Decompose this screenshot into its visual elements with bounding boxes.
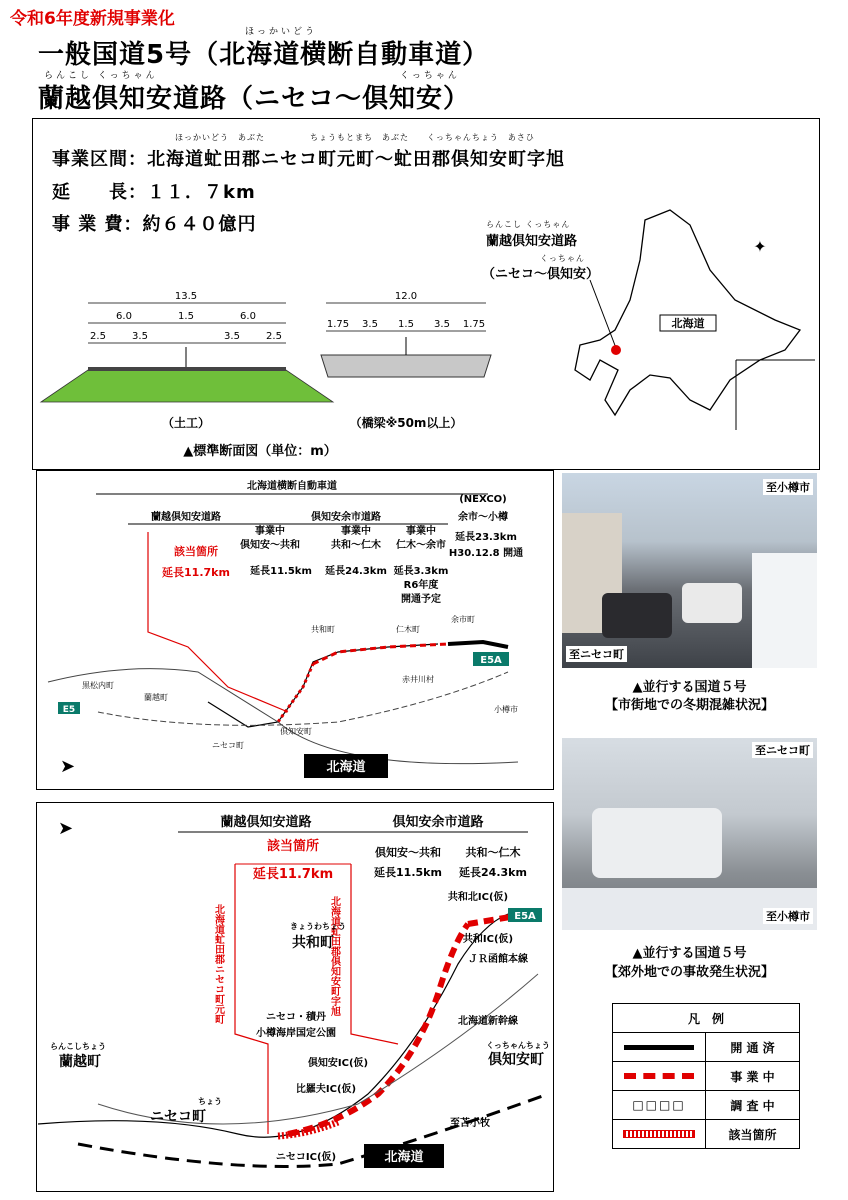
map1-e5a-badge: E5A <box>480 655 502 666</box>
photo1-caption2: 【市街地での冬期混雑状況】 <box>604 698 774 713</box>
map2-target-label: 該当箇所 <box>266 839 320 854</box>
bridge-caption: （橋梁※50m以上） <box>349 416 463 430</box>
legend-title: 凡 例 <box>613 1004 800 1033</box>
earth-d1: 2.5 <box>90 331 106 342</box>
rankoshi-town-ruby: らんこしちょう <box>50 1042 106 1051</box>
bridge-d5: 1.75 <box>462 319 486 330</box>
hirafu-ic: 比羅夫IC(仮) <box>295 1084 357 1095</box>
place-kutchan: 倶知安町 <box>280 727 312 736</box>
earth-mid: 1.5 <box>178 311 194 322</box>
seg3-note1: R6年度 <box>403 580 439 591</box>
map2-bracket-left <box>235 864 268 1134</box>
place-niki: 仁木町 <box>396 625 420 634</box>
map2-north-arrow-icon: ➤ <box>58 818 74 839</box>
seg3-name: 仁木～余市 <box>396 540 446 551</box>
seg2-status: 事業中 <box>341 526 371 537</box>
cross-section-diagram <box>36 285 506 435</box>
place-yoichi: 余市町 <box>451 615 475 624</box>
detail-map <box>38 804 550 1188</box>
hakodate-line: ＪＲ函館本線 <box>468 954 528 965</box>
map2-seg1: 倶知安～共和 <box>375 846 441 859</box>
earth-d3: 3.5 <box>224 331 240 342</box>
earth-embankment <box>41 370 333 402</box>
kyowa-ic: 共和IC(仮) <box>462 934 514 945</box>
bridge-total: 12.0 <box>394 291 418 302</box>
bridge-d4: 3.5 <box>434 319 450 330</box>
shinkansen-line: 北海道新幹線 <box>458 1016 518 1027</box>
bridge-d3: 1.5 <box>398 319 414 330</box>
title2-ruby-right: くっちゃん <box>400 71 460 81</box>
length-info: 延 長：１１．７km <box>52 182 256 203</box>
niseko-town-ruby: ちょう <box>198 1097 222 1106</box>
photo2-caption1: ▲並行する国道５号 <box>632 946 747 961</box>
nexco-open: H30.12.8 開通 <box>448 548 524 559</box>
map1-kutchan-yoichi-label: 倶知安余市道路 <box>311 512 381 523</box>
nexco-len: 延長23.3km <box>455 532 517 543</box>
photo2-bottom-label: 至小樽市 <box>763 908 813 924</box>
niseko-ic: ニセコIC(仮) <box>275 1152 337 1163</box>
seg3-note2: 開通予定 <box>401 594 441 605</box>
bridge-d1: 1.75 <box>326 319 350 330</box>
niseko-town: ニセコ町 <box>150 1109 206 1125</box>
expressway-label: 北海道横断自動車道 <box>247 481 337 492</box>
place-kuromatsunai: 黒松内町 <box>82 681 114 690</box>
tomakomai-direction: 至苫小牧 <box>450 1118 490 1129</box>
project-tag: 令和6年度新規事業化 <box>10 9 175 29</box>
place-rankoshi: 蘭越町 <box>144 693 168 702</box>
photo1-caption1: ▲並行する国道５号 <box>632 680 747 695</box>
seg1-status: 事業中 <box>255 526 285 537</box>
map1-rankoshi-label: 蘭越倶知安道路 <box>151 512 221 523</box>
hokkaido-outline-map <box>560 200 815 435</box>
map1-open-route <box>448 642 508 647</box>
map2-target-len: 延長11.7km <box>252 867 334 882</box>
section-info: 事業区間：北海道虻田郡ニセコ町元町～虻田郡倶知安町字旭 <box>52 149 565 170</box>
map2-bracket-right <box>351 864 398 1044</box>
map2-right-vertical: 北海道虻田郡倶知安町字旭 <box>328 896 340 1016</box>
legend-survey-label: 調 査 中 <box>706 1091 800 1120</box>
photo1-bottom-label: 至ニセコ町 <box>566 646 627 662</box>
legend-project-label: 事 業 中 <box>706 1062 800 1091</box>
legend-survey-swatch: □□□□ <box>613 1091 706 1120</box>
cross-section-caption: ▲標準断面図（単位：m） <box>183 444 337 459</box>
seg3-status: 事業中 <box>406 526 436 537</box>
bridge-deck <box>321 355 491 377</box>
rankoshi-town: 蘭越町 <box>59 1054 101 1070</box>
legend-target-label: 該当箇所 <box>706 1120 800 1149</box>
accident-photo <box>562 738 817 930</box>
kyowa-town: 共和町 <box>292 935 334 951</box>
seg2-len: 延長24.3km <box>325 566 387 577</box>
map2-left-vertical: 北海道虻田郡ニセコ町元町 <box>212 904 224 1024</box>
map1-target-route <box>278 664 313 722</box>
compass-icon: ✦ <box>753 237 767 256</box>
park-line2: 小樽海岸国定公園 <box>256 1028 336 1039</box>
legend-open-label: 開 通 済 <box>706 1033 800 1062</box>
cost-info: 事 業 費：約６４０億円 <box>52 214 257 235</box>
park-line1: ニセコ・積丹 <box>266 1012 326 1023</box>
map2-rankoshi-label: 蘭越倶知安道路 <box>220 815 312 830</box>
map1-hokkaido-label: 北海道 <box>326 760 366 775</box>
place-niseko: ニセコ町 <box>212 741 244 750</box>
map1-target-len: 延長11.7km <box>162 566 230 579</box>
page-subtitle: 蘭越倶知安道路（ニセコ～倶知安） <box>38 84 471 114</box>
kyowa-ruby: きょうわちょう <box>290 922 346 931</box>
title-ruby: ほっかいどう <box>245 27 318 37</box>
project-location-marker <box>611 345 621 355</box>
winter-traffic-photo <box>562 473 817 668</box>
map1-target-label: 該当箇所 <box>174 545 218 558</box>
yoichi-otaru-label: 余市～小樽 <box>458 512 508 523</box>
legend-open-swatch <box>613 1033 706 1062</box>
photo2-top-label: 至ニセコ町 <box>752 742 813 758</box>
bridge-d2: 3.5 <box>362 319 378 330</box>
seg1-len: 延長11.5km <box>250 566 312 577</box>
place-otaru: 小樽市 <box>494 705 518 714</box>
seg2-name: 共和～仁木 <box>331 540 381 551</box>
earth-half-right: 6.0 <box>240 311 256 322</box>
hokkaido-sub-name: （ニセコ～倶知安） <box>482 267 600 282</box>
legend-target-swatch <box>613 1120 706 1149</box>
seg3-len: 延長3.3km <box>393 566 449 577</box>
photo2-caption2: 【郊外地での事故発生状況】 <box>604 965 774 980</box>
hokkaido-road-name: 蘭越倶知安道路 <box>486 234 578 249</box>
hokkaido-road-ruby: らんこし くっちゃん <box>486 220 571 229</box>
map2-seg2-len: 延長24.3km <box>459 866 527 879</box>
hokkaido-sub-ruby: くっちゃん <box>540 254 585 263</box>
hokkaido-label: 北海道 <box>671 317 705 330</box>
map1-e5-badge: E5 <box>62 705 76 715</box>
map2-seg2: 共和～仁木 <box>465 846 521 859</box>
photo1-top-label: 至小樽市 <box>763 479 813 495</box>
map1-project-route <box>313 644 448 664</box>
kutchan-town: 倶知安町 <box>488 1052 544 1068</box>
seg1-name: 倶知安～共和 <box>240 540 300 551</box>
kutchan-town-ruby: くっちゃんちょう <box>486 1041 550 1050</box>
map-legend <box>612 1003 800 1149</box>
map2-hokkaido-label: 北海道 <box>384 1150 424 1165</box>
legend-project-swatch <box>613 1062 706 1091</box>
north-arrow-icon: ➤ <box>60 756 76 777</box>
title2-ruby-left: らんこし くっちゃん <box>44 71 158 81</box>
place-kyowa: 共和町 <box>311 625 335 634</box>
earth-half-left: 6.0 <box>116 311 132 322</box>
earth-d2: 3.5 <box>132 331 148 342</box>
page-title: 一般国道5号（北海道横断自動車道） <box>38 40 490 70</box>
map2-e5a-badge: E5A <box>514 911 536 922</box>
kutchan-ic: 倶知安IC(仮) <box>307 1058 369 1069</box>
nexco-label: (NEXCO) <box>459 494 507 505</box>
kyowa-north-ic: 共和北IC(仮) <box>447 892 509 903</box>
earth-caption: （土工） <box>161 416 211 430</box>
earth-total: 13.5 <box>174 291 198 302</box>
map2-kutchan-yoichi-label: 倶知安余市道路 <box>392 815 484 830</box>
overview-map <box>38 472 550 786</box>
map2-seg1-len: 延長11.5km <box>374 866 442 879</box>
place-akaigawa: 赤井川村 <box>402 675 434 684</box>
earth-d4: 2.5 <box>266 331 282 342</box>
section-ruby: ほっかいどう あぶた ちょうもとまち あぶた くっちゃんちょう あさひ <box>175 133 535 142</box>
